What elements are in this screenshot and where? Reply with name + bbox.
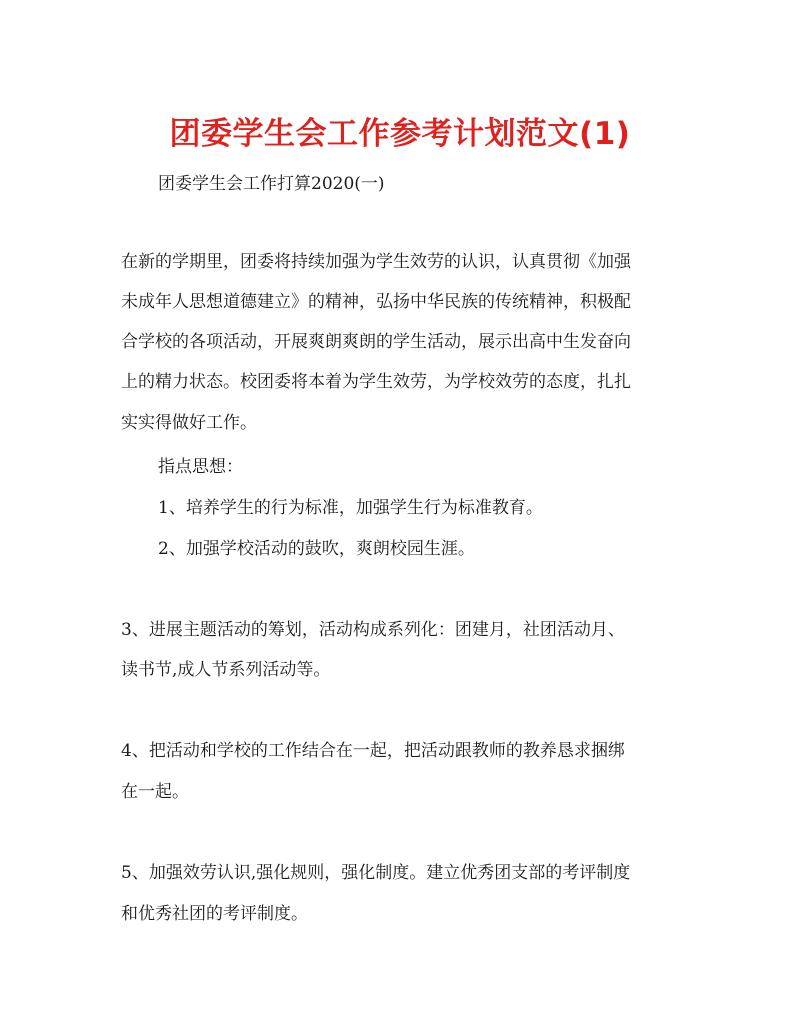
intro-line: 实实得做好工作。	[121, 413, 257, 433]
intro-line: 上的精力状态。校团委将本着为学生效劳，为学校效劳的态度，扎扎	[121, 372, 631, 392]
list-item-line: 4、把活动和学校的工作结合在一起，把活动跟教师的教养恳求捆绑	[121, 741, 625, 761]
intro-line: 合学校的各项活动，开展爽朗爽朗的学生活动，展示出高中生发奋向	[121, 332, 631, 352]
document-title: 团委学生会工作参考计划范文(1)	[169, 116, 631, 152]
intro-line: 未成年人思想道德建立》的精神，弘扬中华民族的传统精神，积极配	[121, 292, 631, 312]
list-item: 1、培养学生的行为标准，加强学生行为标准教育。	[158, 498, 543, 518]
list-item-line: 读书节,成人节系列活动等。	[121, 660, 331, 680]
list-item-line: 5、加强效劳认识,强化规则，强化制度。建立优秀团支部的考评制度	[121, 863, 631, 883]
list-item: 2、加强学校活动的鼓吹，爽朗校园生涯。	[158, 539, 475, 559]
intro-line: 在新的学期里，团委将持续加强为学生效劳的认识，认真贯彻《加强	[121, 252, 631, 272]
list-item-line: 在一起。	[121, 782, 189, 802]
guide-heading: 指点思想：	[158, 457, 243, 477]
list-item-line: 3、进展主题活动的筹划，活动构成系列化：团建月，社团活动月、	[121, 620, 625, 640]
list-item-line: 和优秀社团的考评制度。	[121, 904, 308, 924]
document-subtitle: 团委学生会工作打算2020(一)	[158, 174, 385, 194]
